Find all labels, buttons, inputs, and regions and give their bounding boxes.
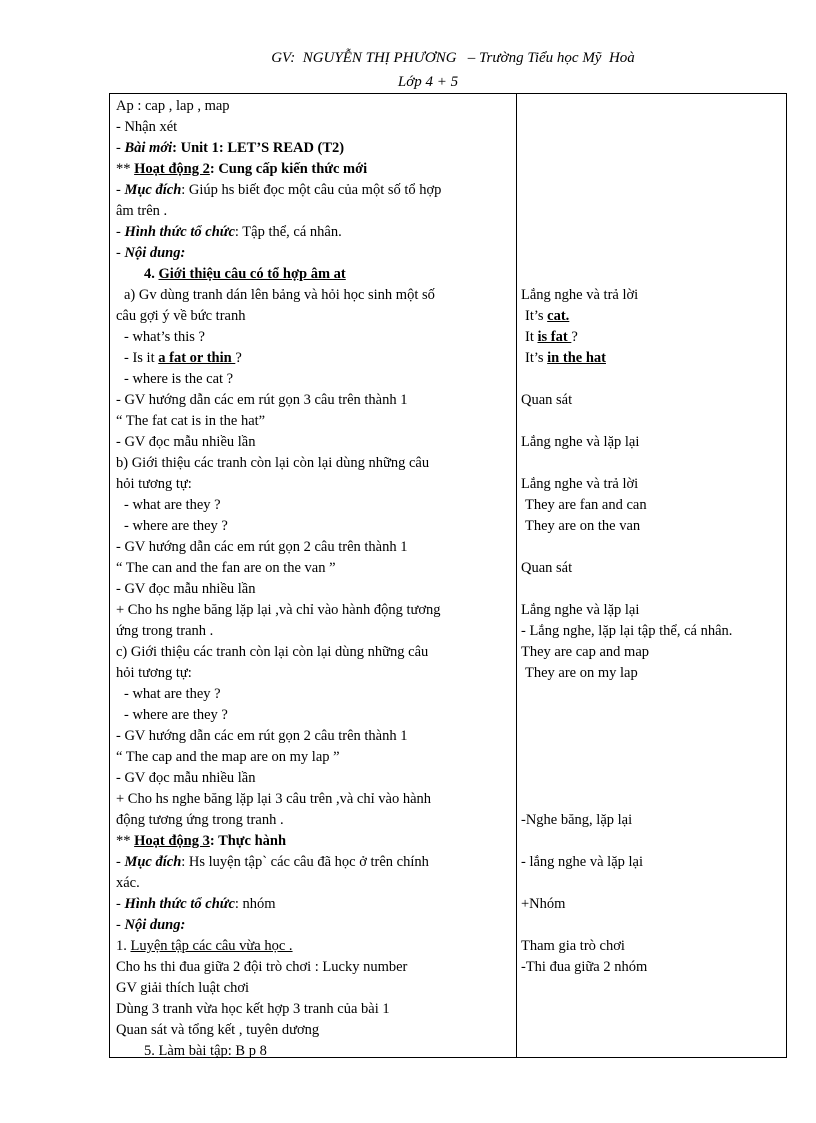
student-activities-column	[521, 96, 785, 978]
student-response: - lắng nghe và lặp lại	[521, 854, 643, 870]
sentence-line: “ The fat cat is in the hat”	[116, 413, 266, 429]
question-line: - where are they ?	[124, 518, 228, 534]
objective-line-cont: âm trên .	[116, 203, 168, 219]
instruction-line: - GV hướng dẫn các em rút gọn 3 câu trên thành 1	[116, 392, 408, 408]
instruction-line: - GV đọc mẫu nhiều lần	[116, 770, 256, 786]
objective-line: - Mục đích: Giúp hs biết đọc một câu của một số tổ hợp	[116, 182, 442, 198]
teacher-activities-column	[116, 96, 514, 1062]
objective-line-cont: xác.	[116, 875, 140, 891]
sentence-line: “ The cap and the map are on my lap ”	[116, 749, 340, 765]
question-line: - where are they ?	[124, 707, 228, 723]
practice-heading: 1. Luyện tập các câu vừa học .	[116, 938, 293, 954]
activity-2-heading: ** Hoạt động 2: Cung cấp kiến thức mới	[116, 161, 368, 177]
student-response: It’s in the hat	[525, 350, 606, 366]
student-response: They are cap and map	[521, 644, 650, 660]
student-response: They are on my lap	[525, 665, 638, 681]
step-a-line-cont: câu gợi ý về bức tranh	[116, 308, 246, 324]
student-response: +Nhóm	[521, 896, 566, 912]
pictures-line: Dùng 3 tranh vừa học kết hợp 3 tranh của bài 1	[116, 1001, 390, 1017]
header-class: Lớp 4 + 5	[397, 74, 459, 90]
step-b-line-cont: hỏi tương tự:	[116, 476, 192, 492]
remark-line: - Nhận xét	[116, 119, 178, 135]
instruction-line: - GV đọc mẫu nhiều lần	[116, 434, 256, 450]
question-line: - what are they ?	[124, 686, 221, 702]
student-response: Lắng nghe và lặp lại	[521, 602, 640, 618]
game-rules-line: GV giải thích luật chơi	[116, 980, 250, 996]
header-teacher-school: GV: NGUYỄN THỊ PHƯƠNG – Trường Tiểu học Mỹ Hoà	[271, 50, 635, 66]
question-line: - what are they ?	[124, 497, 221, 513]
summary-line: Quan sát và tổng kết , tuyên dương	[116, 1022, 320, 1038]
activity-3-heading: ** Hoạt động 3: Thực hành	[116, 833, 287, 849]
section-4-heading: 4. Giới thiệu câu có tổ hợp âm at	[144, 266, 346, 282]
step-c-line-cont: hỏi tương tự:	[116, 665, 192, 681]
content-label: - Nội dung:	[116, 245, 186, 261]
column-divider	[516, 94, 517, 1057]
student-response: Lắng nghe và trả lời	[521, 476, 639, 492]
game-line: Cho hs thi đua giữa 2 đội trò chơi : Lucky number	[116, 959, 408, 975]
instruction-line: + Cho hs nghe băng lặp lại ,và chỉ vào hành động tương	[116, 602, 441, 618]
student-response: It is fat ?	[525, 329, 578, 345]
lesson-table	[109, 93, 787, 1058]
student-response: Quan sát	[521, 560, 573, 576]
step-c-line: c) Giới thiệu các tranh còn lại còn lại dùng những câu	[116, 644, 429, 660]
step-a-line: a) Gv dùng tranh dán lên bảng và hỏi học sinh một số	[124, 287, 435, 303]
question-line: - Is it a fat or thin ?	[124, 350, 242, 366]
student-response: Quan sát	[521, 392, 573, 408]
student-response: Tham gia trò chơi	[521, 938, 625, 954]
question-line: - where is the cat ?	[124, 371, 234, 387]
instruction-line: - GV đọc mẫu nhiều lần	[116, 581, 256, 597]
student-response: Lắng nghe và lặp lại	[521, 434, 640, 450]
instruction-line: - GV hướng dẫn các em rút gọn 2 câu trên thành 1	[116, 728, 408, 744]
instruction-line: - GV hướng dẫn các em rút gọn 2 câu trên thành 1	[116, 539, 408, 555]
instruction-line-cont: động tương ứng trong tranh .	[116, 812, 284, 828]
review-words-line: Ap : cap , lap , map	[116, 98, 230, 114]
organization-line: - Hình thức tổ chức: nhóm	[116, 896, 276, 912]
instruction-line-cont: ứng trong tranh .	[116, 623, 214, 639]
content-label: - Nội dung:	[116, 917, 186, 933]
question-line: - what’s this ?	[124, 329, 205, 345]
instruction-line: + Cho hs nghe băng lặp lại 3 câu trên ,và chỉ vào hành	[116, 791, 432, 807]
student-response: They are on the van	[525, 518, 641, 534]
objective-line: - Mục đích: Hs luyện tập` các câu đã học ở trên chính	[116, 854, 429, 870]
step-b-line: b) Giới thiệu các tranh còn lại còn lại dùng những câu	[116, 455, 430, 471]
organization-line: - Hình thức tổ chức: Tập thể, cá nhân.	[116, 224, 342, 240]
homework-line: 5. Làm bài tập: B p 8	[144, 1043, 267, 1059]
student-response: -Nghe băng, lặp lại	[521, 812, 633, 828]
sentence-line: “ The can and the fan are on the van ”	[116, 560, 336, 576]
new-lesson-line: - Bài mới: Unit 1: LET’S READ (T2)	[116, 140, 345, 156]
student-response: -Thi đua giữa 2 nhóm	[521, 959, 648, 975]
student-response: Lắng nghe và trả lời	[521, 287, 639, 303]
student-response: It’s cat.	[525, 308, 570, 324]
student-response: - Lắng nghe, lặp lại tập thể, cá nhân.	[521, 623, 733, 639]
student-response: They are fan and can	[525, 497, 647, 513]
